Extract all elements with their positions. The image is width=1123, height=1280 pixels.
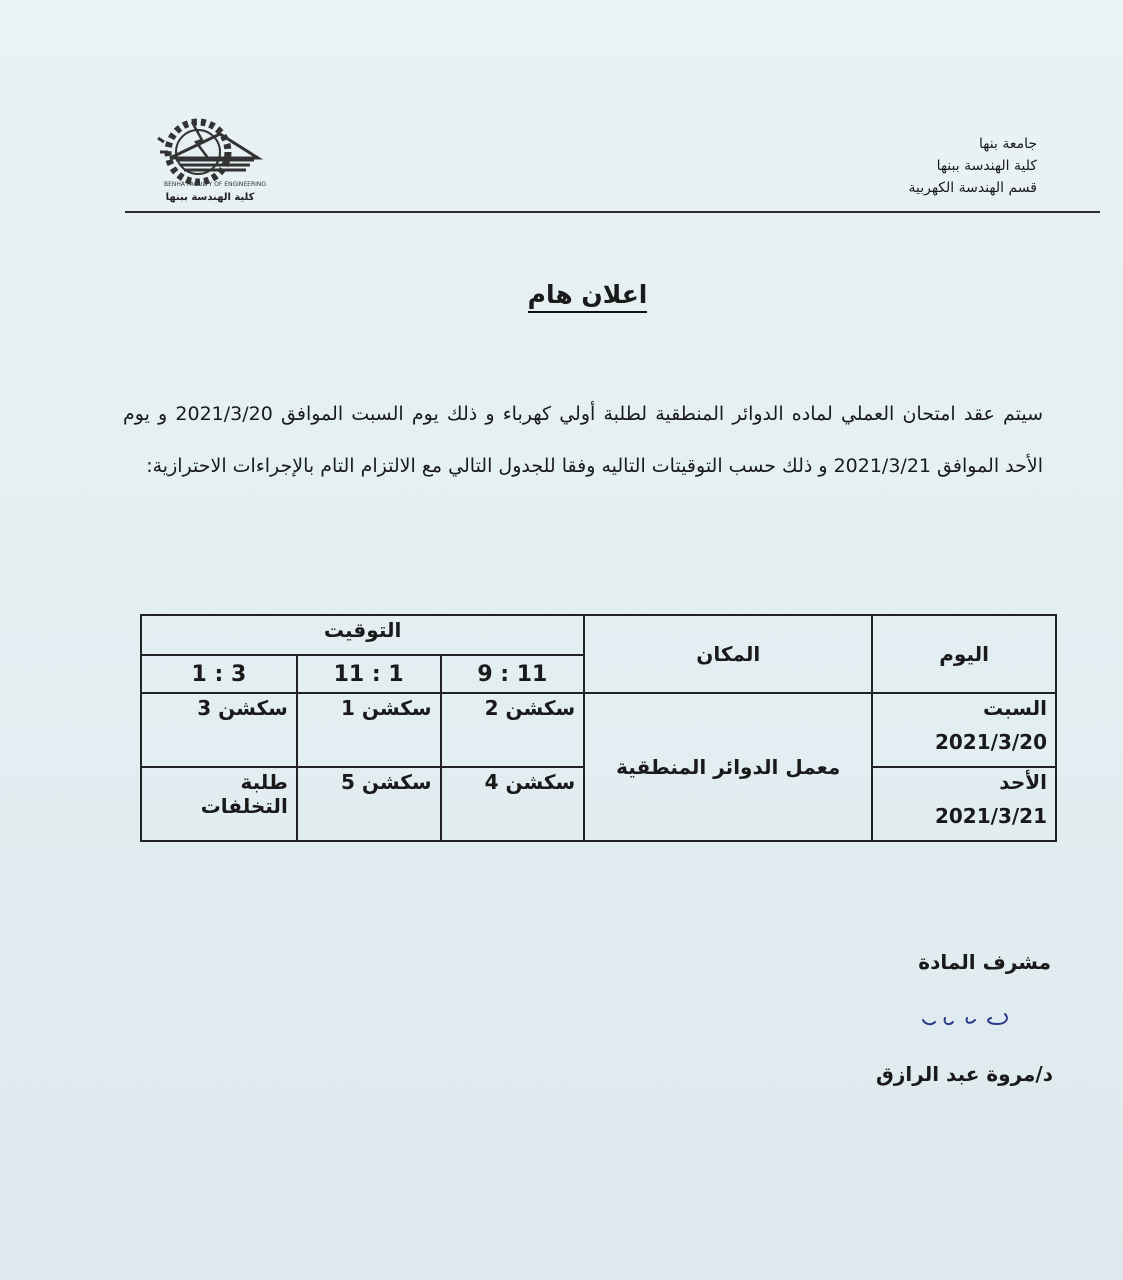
slot-cell: سكشن 5	[297, 767, 441, 841]
svg-text:كلية الهندسة ببنها: كلية الهندسة ببنها	[165, 192, 255, 203]
slot-cell: سكشن 3	[141, 693, 297, 767]
supervisor-name: د/مروة عبد الرازق	[876, 1062, 1053, 1086]
institution-header	[777, 133, 1037, 199]
department-name: قسم الهندسة الكهربية	[908, 180, 1037, 196]
slot-cell: طلبة التخلفات	[141, 767, 297, 841]
slot-cell: سكشن 2	[441, 693, 585, 767]
handwritten-signature	[905, 1000, 1025, 1040]
time-slot-1: 11 : 9	[441, 655, 585, 693]
time-slot-3: 3 : 1	[141, 655, 297, 693]
time-slot-2: 1 : 11	[297, 655, 441, 693]
place-header: المكان	[584, 615, 872, 693]
place-cell: معمل الدوائر المنطقية	[584, 693, 872, 841]
day-cell: الأحد 2021/3/21	[872, 767, 1056, 841]
timing-header: التوقيت	[141, 615, 584, 655]
svg-text:BENHA FACULTY OF ENGINEERING: BENHA FACULTY OF ENGINEERING	[163, 181, 267, 188]
day-header: اليوم	[872, 615, 1056, 693]
day-cell: السبت 2021/3/20	[872, 693, 1056, 767]
slot-cell: سكشن 1	[297, 693, 441, 767]
announcement-title: اعلان هام	[0, 280, 1123, 309]
faculty-name: كلية الهندسة ببنها	[936, 158, 1037, 174]
supervisor-title: مشرف المادة	[918, 950, 1051, 974]
university-name: جامعة بنها	[979, 136, 1037, 152]
slot-cell: سكشن 4	[441, 767, 585, 841]
announcement-body: سيتم عقد امتحان العملي لماده الدوائر المنطقية لطلبة أولي كهرباء و ذلك يوم السبت الموافق 2021/3/20 و يوم الأحد الموافق 2021/3/21 و ذلك حسب التوقيتات التاليه وفقا للجدول التالي مع الالتزام التام بالإجراءات الاحترازية:	[123, 403, 1043, 477]
schedule-table	[140, 614, 1057, 842]
faculty-logo-icon	[150, 112, 280, 204]
header-divider	[125, 211, 1100, 213]
table-row	[141, 693, 1056, 767]
